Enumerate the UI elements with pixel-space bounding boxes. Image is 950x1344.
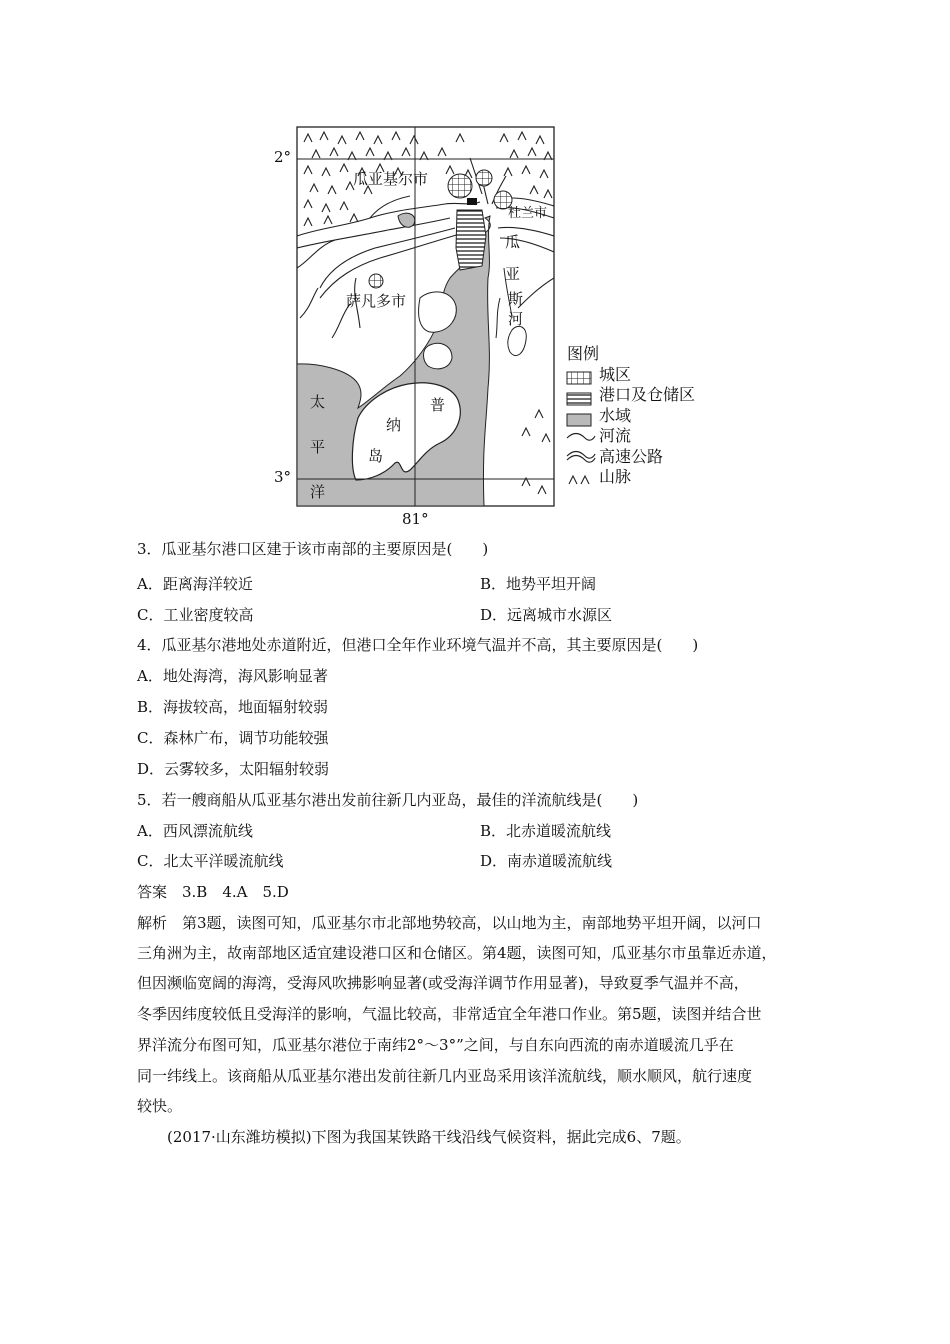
ocean-char-2: 平 (310, 438, 326, 456)
legend-item-mountain: 山脉 (599, 467, 632, 486)
legend-item-port: 港口及仓储区 (599, 385, 696, 404)
river-char-1: 瓜 (505, 233, 521, 251)
question-5-option-d: D．南赤道暖流航线 (480, 852, 613, 870)
question-4-stem: 4．瓜亚基尔港地处赤道附近，但港口全年作业环境气温并不高，其主要原因是( ) (137, 636, 699, 654)
analysis-line-7: 较快。 (137, 1097, 183, 1115)
question-3-option-d: D．远离城市水源区 (480, 606, 613, 624)
label-samborondon-city: 萨凡多市 (346, 292, 407, 310)
ocean-char-3: 洋 (310, 483, 326, 501)
ocean-char-1: 太 (310, 393, 326, 411)
question-3-option-a: A．距离海洋较近 (137, 575, 253, 593)
question-5-option-c: C．北太平洋暖流航线 (137, 852, 284, 870)
map-figure (260, 118, 720, 538)
question-3-stem: 3．瓜亚基尔港口区建于该市南部的主要原因是( ) (137, 540, 489, 558)
question-5-option-b: B．北赤道暖流航线 (480, 822, 612, 840)
question-5-stem: 5．若一艘商船从瓜亚基尔港出发前往新几内亚岛，最佳的洋流航线是( ) (137, 791, 639, 809)
analysis-line-6: 同一纬线上。该商船从瓜亚基尔港出发前往新几内亚岛采用该洋流航线，顺水顺风，航行速度 (137, 1067, 753, 1085)
legend-item-city: 城区 (599, 364, 632, 384)
legend-item-water: 水域 (599, 405, 632, 425)
analysis-line-1: 解析 第3题，读图可知，瓜亚基尔市北部地势较高，以山地为主，南部地势平坦开阔，以河口 (137, 914, 762, 932)
label-guayaquil-city: 瓜亚基尔市 (353, 170, 429, 188)
question-3-option-b: B．地势平坦开阔 (480, 575, 597, 593)
river-char-4: 河 (508, 310, 524, 328)
latitude-3-label: 3° (274, 468, 292, 486)
question-4-option-b: B．海拔较高，地面辐射较弱 (137, 698, 329, 716)
question-4-option-d: D．云雾较多，太阳辐射较弱 (137, 760, 330, 778)
island-char-1: 普 (430, 396, 446, 414)
analysis-line-5: 界洋流分布图可知，瓜亚基尔港位于南纬2°～3°”之间，与自东向西流的南赤道暖流几乎在 (137, 1036, 734, 1054)
analysis-line-4: 冬季因纬度较低且受海洋的影响，气温比较高，非常适宜全年港口作业。第5题，读图并结合世 (137, 1005, 762, 1023)
analysis-line-3: 但因濒临宽阔的海湾，受海风吹拂影响显著(或受海洋调节作用显著)，导致夏季气温并不高， (137, 974, 749, 992)
island-char-3: 岛 (368, 447, 384, 465)
legend-title: 图例 (567, 344, 600, 363)
analysis-line-2: 三角洲为主，故南部地区适宜建设港口区和仓储区。第4题，读图可知，瓜亚基尔市虽靠近赤道， (137, 944, 777, 962)
map-legend (565, 344, 695, 488)
question-5-option-a: A．西风漂流航线 (137, 822, 253, 840)
longitude-81-label: 81° (402, 510, 429, 528)
legend-item-highway: 高速公路 (599, 446, 664, 466)
answer-line: 答案 3.B 4.A 5.D (137, 883, 289, 901)
label-duran-city: 杜兰市 (508, 206, 548, 221)
river-char-2: 亚 (505, 265, 521, 283)
river-char-3: 斯 (508, 290, 524, 308)
next-question-intro: (2017·山东潍坊模拟)下图为我国某铁路干线沿线气候资料，据此完成6、7题。 (167, 1128, 691, 1146)
legend-item-river: 河流 (599, 426, 632, 445)
island-char-2: 纳 (386, 416, 402, 434)
question-4-option-a: A．地处海湾，海风影响显著 (137, 667, 328, 685)
question-4-option-c: C．森林广布，调节功能较强 (137, 729, 329, 747)
question-3-option-c: C．工业密度较高 (137, 606, 254, 624)
latitude-2-label: 2° (274, 148, 292, 166)
